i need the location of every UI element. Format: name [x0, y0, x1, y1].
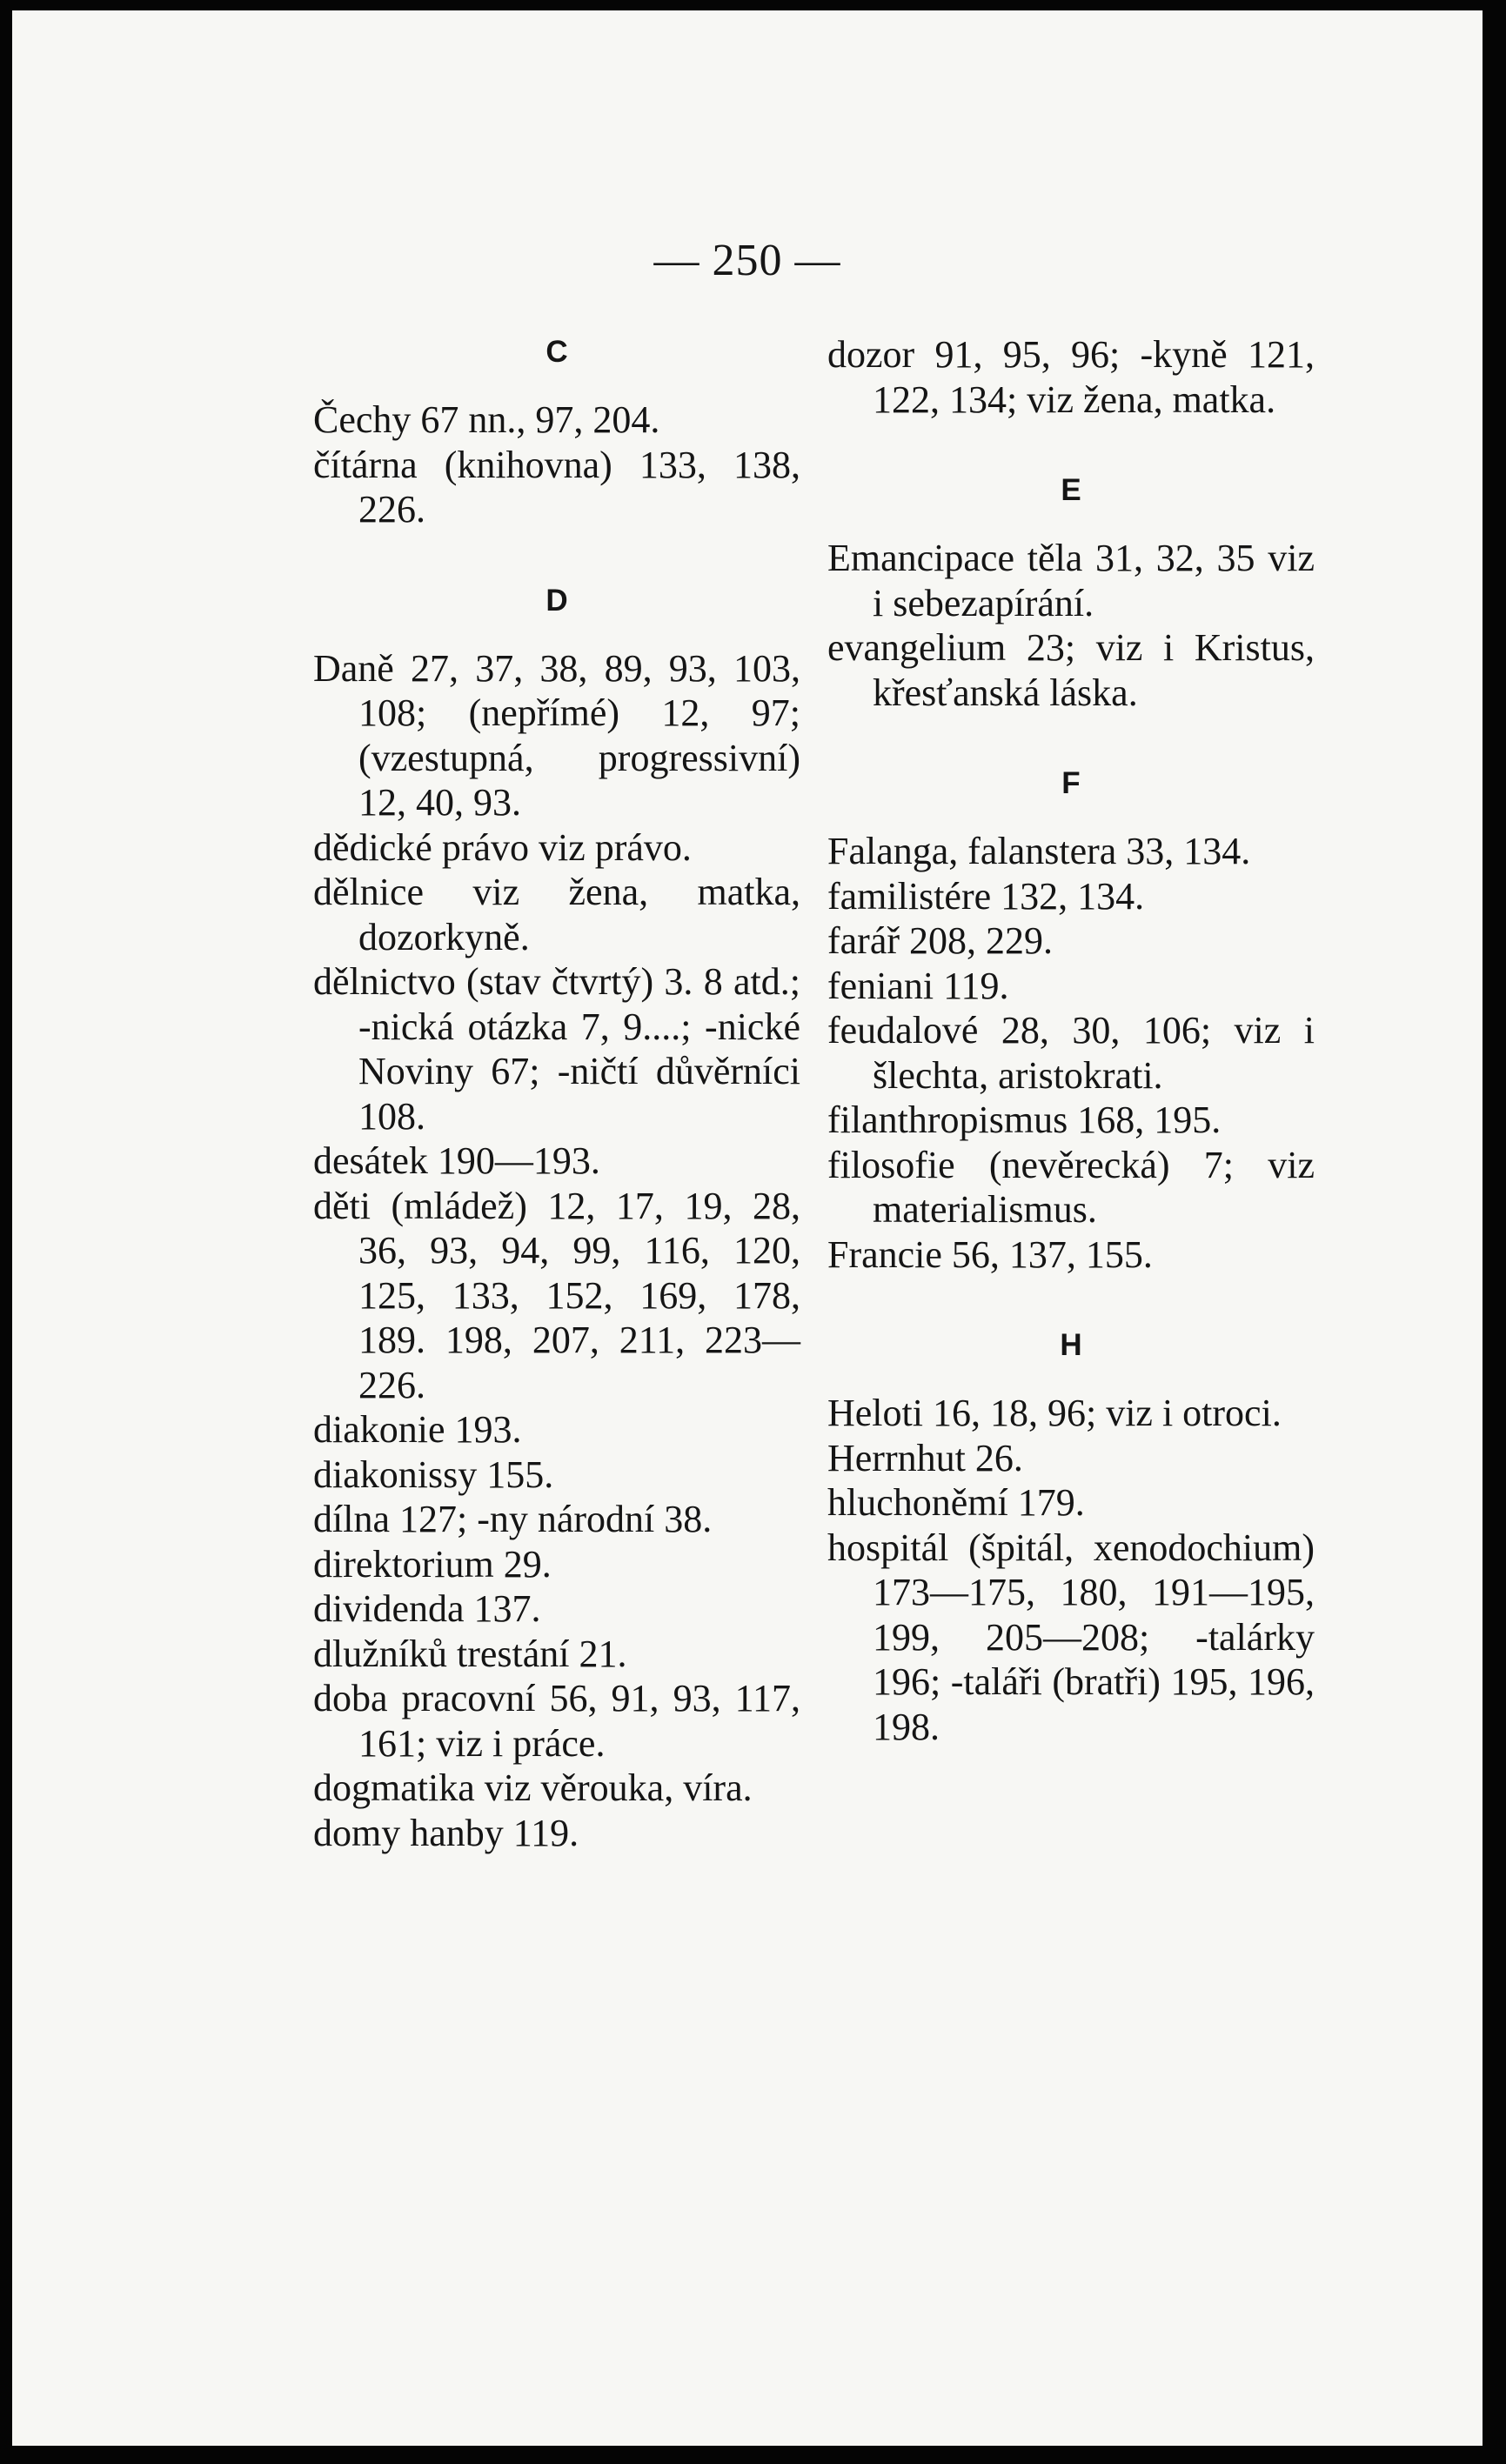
index-entry: familistére 132, 134.	[827, 874, 1145, 918]
index-entry: farář 208, 229.	[827, 919, 1054, 962]
index-entry: dělnictvo (stav čtvrtý) 3. 8 atd.; -nická otázka 7, 9....; -nické Noviny 67; -ničtí důvěrníci 108.	[313, 960, 800, 1138]
index-entry: dílna 127; -ny národní 38.	[313, 1498, 713, 1540]
index-entry: Herrnhut 26.	[827, 1436, 1023, 1479]
index-entry: čítárna (knihovna) 133, 138, 226.	[313, 443, 800, 531]
index-entry: dědické právo viz právo.	[313, 825, 692, 869]
section-letter-e: E	[1061, 473, 1081, 507]
index-entry: direktorium 29.	[313, 1542, 552, 1586]
index-entry: Daně 27, 37, 38, 89, 93, 103, 108; (nepřímé) 12, 97; (vzestupná, progressivní) 12, 40, 93.	[313, 646, 800, 824]
right-column	[827, 332, 1315, 1749]
left-column	[313, 332, 800, 1855]
book-page	[12, 10, 1483, 2446]
index-entry: Falanga, falanstera 33, 134.	[827, 830, 1251, 872]
scan-border	[1487, 0, 1506, 2464]
index-entry: evangelium 23; viz i Kristus, křesťanská láska.	[827, 626, 1315, 714]
index-entry: dlužníků trestání 21.	[313, 1632, 627, 1675]
index-entry: feniani 119.	[827, 964, 1009, 1007]
index-entry: diakonissy 155.	[313, 1452, 554, 1496]
index-entry: dělnice viz žena, matka, dozorkyně.	[313, 871, 800, 958]
index-entry: doba pracovní 56, 91, 93, 117, 161; viz i práce.	[313, 1677, 800, 1765]
index-entry: Francie 56, 137, 155.	[827, 1232, 1153, 1276]
index-entry: Emancipace těla 31, 32, 35 viz i sebezapírání.	[827, 537, 1315, 624]
index-entry: Čechy 67 nn., 97, 204.	[313, 398, 660, 441]
index-entry: feudalové 28, 30, 106; viz i šlechta, aristokrati.	[827, 1009, 1315, 1097]
index-entry: Heloti 16, 18, 96; viz i otroci.	[827, 1392, 1282, 1434]
index-entry: filanthropismus 168, 195.	[827, 1098, 1222, 1141]
index-entry: dividenda 137.	[313, 1587, 541, 1630]
index-entry: desátek 190—193.	[313, 1139, 600, 1182]
section-letter-d: D	[546, 583, 568, 618]
section-letter-c: C	[546, 335, 568, 369]
page-number: — 250 —	[653, 236, 841, 285]
index-entry: filosofie (nevěrecká) 7; viz materialismus.	[827, 1143, 1315, 1231]
section-letter-h: H	[1060, 1328, 1082, 1362]
section-letter-f: F	[1061, 766, 1081, 800]
index-entry: děti (mládež) 12, 17, 19, 28, 36, 93, 94, 99, 116, 120, 125, 133, 152, 169, 178, 189. 198, 207, 211, 223—226.	[313, 1184, 800, 1406]
index-entry: hluchoněmí 179.	[827, 1481, 1085, 1524]
index-entry: domy hanby 119.	[313, 1811, 579, 1854]
index-entry: dogmatika viz věrouka, víra.	[313, 1766, 753, 1809]
index-entry: hospitál (špitál, xenodochium) 173—175, 180, 191—195, 199, 205—208; -talárky 196; -taláři (bratři) 195, 196, 198.	[827, 1526, 1315, 1748]
index-entry: diakonie 193.	[313, 1408, 522, 1451]
index-entry: dozor 91, 95, 96; -kyně 121, 122, 134; viz žena, matka.	[827, 333, 1315, 421]
